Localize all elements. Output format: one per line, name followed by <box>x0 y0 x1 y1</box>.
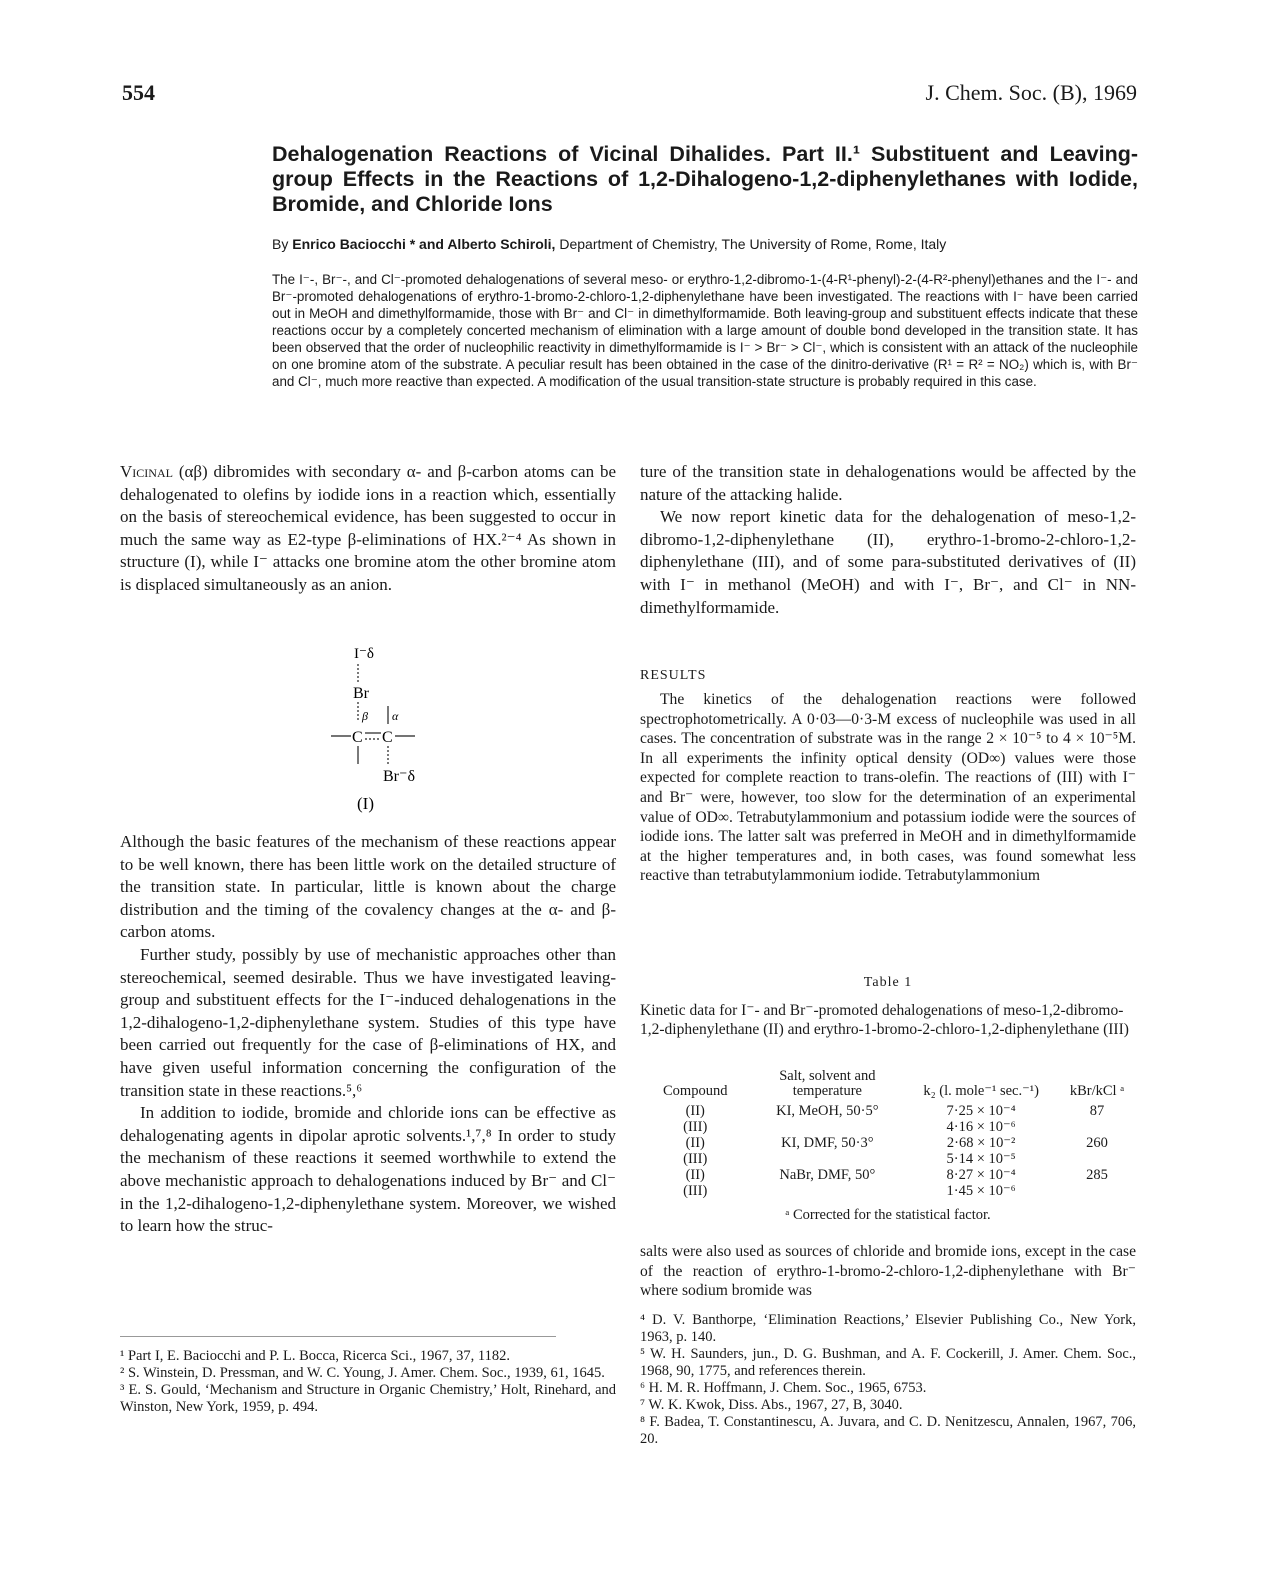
footnote-rule <box>120 1336 556 1337</box>
byline <box>272 236 1138 252</box>
article-title: Dehalogenation Reactions of Vicinal Dihalides. Part II.¹ Substituent and Leaving-group Effects in the Reactions of 1,2-Dihalogeno-1,2-diphenylethanes with Iodide, Bromide, and Chloride Ions <box>272 142 1138 216</box>
table-cell: (II) <box>685 1167 705 1183</box>
struct-caption: (I) <box>357 794 374 813</box>
table-cell <box>750 1183 904 1199</box>
table-header: Salt, solvent and temperature <box>779 1068 876 1099</box>
table-cell <box>750 1119 904 1135</box>
table-cell: NaBr, DMF, 50° <box>779 1167 876 1183</box>
left-footnotes <box>120 1348 616 1416</box>
struct-beta: β <box>362 709 368 723</box>
table-caption: Kinetic data for I⁻- and Br⁻-promoted dehalogenations of meso-1,2-dibromo-1,2-diphenylethane (II) and erythro-1-bromo-2-chloro-1,2-diphenylethane (III) <box>640 1002 1129 1038</box>
struct-alpha: α <box>392 709 399 723</box>
table-cell: 5·14 × 10⁻⁵ <box>946 1151 1016 1167</box>
footnote: ⁸ F. Badea, T. Constantinescu, A. Juvara, and C. D. Nenitzescu, Annalen, 1967, 706, 20. <box>640 1414 1136 1447</box>
paragraph: We now report kinetic data for the dehalogenation of meso-1,2-dibromo-1,2-diphenylethane (II), erythro-1-bromo-2-chloro-1,2-diphenylethane (III), and of some para-substituted derivatives of (II) with I⁻ in methanol (MeOH) and with I⁻, Br⁻, and Cl⁻ in NN-dimethylformamide. <box>640 507 1136 617</box>
struct-c-right: C <box>382 729 393 746</box>
table-label: Table 1 <box>863 975 913 990</box>
table-cell <box>1058 1119 1136 1135</box>
structure-svg <box>325 644 425 814</box>
paragraph: In addition to iodide, bromide and chloride ions can be effective as dehalogenating agents in dipolar aprotic solvents.¹,⁷,⁸ In order to study the mechanism of these reactions it seemed worthwhile to extend the above mechanistic approach to dehalogenations induced by Br⁻ and Cl⁻ in the 1,2-dihalogeno-1,2-diphenylethane system. Moreover, we wished to learn how the struc- <box>120 1103 616 1236</box>
paragraph: The kinetics of the dehalogenation reactions were followed spectrophotometrically. A 0·03—0·3-M excess of nucleophile was used in all cases. The concentration of substrate was in the range 2 × 10⁻⁵ to 4 × 10⁻⁵M. In all experiments the infinity optical density (OD∞) values were those expected for complete reaction to trans-olefin. The reactions of (III) with I⁻ and Br⁻ were, however, too slow for the determination of an experimental value of OD∞. Tetrabutylammonium and potassium iodide were the sources of iodide ions. The latter salt was preferred in MeOH and in dimethylformamide at the higher temperatures and, in both cases, was found somewhat less reactive than tetrabutylammonium iodide. Tetrabutylammonium <box>640 691 1136 885</box>
struct-br-top: Br <box>353 685 369 702</box>
table-cell: 87 <box>1089 1103 1105 1119</box>
structure-diagram <box>325 644 425 814</box>
table-cell: 4·16 × 10⁻⁶ <box>946 1119 1016 1135</box>
footnote: ⁶ H. M. R. Hoffmann, J. Chem. Soc., 1965, 6753. <box>640 1380 927 1396</box>
table-footnote: ᵃ Corrected for the statistical factor. <box>785 1207 991 1223</box>
table-row <box>640 1135 1136 1151</box>
table-row <box>640 1103 1136 1119</box>
paragraph: ture of the transition state in dehalogenations would be affected by the nature of the attacking halide. <box>640 462 1136 504</box>
table-cell: KI, DMF, 50·3° <box>781 1135 874 1151</box>
page-number: 554 <box>122 80 155 105</box>
paragraph: Although the basic features of the mechanism of these reactions appear to be well known, there has been little work on the detailed structure of the transition state. In particular, little is known about the charge distribution and the timing of the covalency changes at the α- and β-carbon atoms. <box>120 832 616 942</box>
results-body <box>640 690 1136 886</box>
footnote: ⁵ W. H. Saunders, jun., D. G. Bushman, and A. F. Cockerill, J. Amer. Chem. Soc., 1968, 90, 1775, and references therein. <box>640 1346 1136 1379</box>
journal-citation: J. Chem. Soc. (B), 1969 <box>925 80 1137 105</box>
table-cell <box>750 1151 904 1167</box>
authors: Enrico Baciocchi * and Alberto Schiroli, <box>292 236 556 252</box>
paragraph: salts were also used as sources of chloride and bromide ions, except in the case of the reaction of erythro-1-bromo-2-chloro-1,2-diphenylethane with Br⁻ where sodium bromide was <box>640 1243 1136 1300</box>
table-container <box>640 1068 1136 1199</box>
table-cell: (III) <box>683 1183 708 1199</box>
abstract: The I⁻-, Br⁻-, and Cl⁻-promoted dehalogenations of several meso- or erythro-1,2-dibromo-1-(4-R¹-phenyl)-2-(4-R²-phenyl)ethanes and the I⁻- and Br⁻-promoted dehalogenations of erythro-1-bromo-2-chloro-1,2-diphenylethane have been investigated. The reactions with I⁻ have been carried out in MeOH and dimethylformamide, those with Br⁻ and Cl⁻ in dimethylformamide. Both leaving-group and substituent effects indicate that these reactions occur by a completely concerted mechanism of elimination with a large amount of double bond developed in the transition state. It has been observed that the order of nucleophilic reactivity in dimethylformamide is I⁻ > Br⁻ > Cl⁻, which is consistent with an attack of the nucleophile on one bromine atom of the substrate. A peculiar result has been obtained in the case of the dinitro-derivative (R¹ = R² = NO₂) which is, with Br⁻ and Cl⁻, much more reactive than expected. A modification of the usual transition-state structure is probably required in this case. <box>272 272 1138 389</box>
footnote: ⁴ D. V. Banthorpe, ‘Elimination Reactions,’ Elsevier Publishing Co., New York, 1963, p. 140. <box>640 1312 1136 1345</box>
results-heading: RESULTS <box>640 668 707 683</box>
kinetic-table <box>640 1068 1136 1199</box>
footnote: ³ E. S. Gould, ‘Mechanism and Structure in Organic Chemistry,’ Holt, Rinehard, and Winston, New York, 1959, p. 494. <box>120 1382 616 1415</box>
table-row <box>640 1151 1136 1167</box>
footnote: ¹ Part I, E. Baciocchi and P. L. Bocca, Ricerca Sci., 1967, 37, 1182. <box>120 1348 510 1364</box>
table-cell: (II) <box>685 1135 705 1151</box>
footnote: ⁷ W. K. Kwok, Diss. Abs., 1967, 27, B, 3040. <box>640 1397 903 1413</box>
table-cell: 1·45 × 10⁻⁶ <box>946 1183 1016 1199</box>
table-cell: KI, MeOH, 50·5° <box>776 1103 879 1119</box>
lead-word: Vicinal <box>120 462 173 481</box>
left-column-intro <box>120 461 616 597</box>
table-cell: (II) <box>685 1103 705 1119</box>
table-row <box>640 1183 1136 1199</box>
table-header-row <box>640 1068 1136 1103</box>
table-header: kBr/kCl ᵃ <box>1069 1083 1125 1099</box>
table-cell: 2·68 × 10⁻² <box>946 1135 1016 1151</box>
table-cell: (III) <box>683 1119 708 1135</box>
table-row <box>640 1119 1136 1135</box>
table-header: Compound <box>663 1083 728 1099</box>
paragraph: Further study, possibly by use of mechanistic approaches other than stereochemical, seemed desirable. Thus we have investigated leaving-group and substituent effects for the I⁻-induced dehalogenations in the 1,2-dihalogeno-1,2-diphenylethane system. Studies of this type have been carried out frequently for the case of β-eliminations of HX, and have given useful information concerning the configuration of the transition state in these reactions.⁵,⁶ <box>120 944 616 1100</box>
paragraph-intro: (αβ) dibromides with secondary α- and β-carbon atoms can be dehalogenated to olefins by iodide ions in a reaction which, essentially on the basis of stereochemical evidence, has been suggested to occur in much the same way as E2-type β-eliminations of HX.²⁻⁴ As shown in structure (I), while I⁻ attacks one bromine atom the other bromine atom is displaced simultaneously as an anion. <box>120 462 617 594</box>
struct-br-bottom: Br⁻δ <box>383 768 415 785</box>
table-cell: 260 <box>1086 1135 1108 1151</box>
table-cell: 285 <box>1086 1167 1108 1183</box>
struct-c-left: C <box>352 729 363 746</box>
table-cell: 7·25 × 10⁻⁴ <box>946 1103 1016 1119</box>
left-column-body <box>120 831 616 1238</box>
struct-i-label: I⁻δ <box>354 646 374 662</box>
table-header: k₂ (l. mole⁻¹ sec.⁻¹) <box>923 1083 1039 1099</box>
table-cell <box>1058 1151 1136 1167</box>
table-cell <box>1058 1183 1136 1199</box>
right-footnotes <box>640 1312 1136 1448</box>
table-row <box>640 1167 1136 1183</box>
affiliation: Department of Chemistry, The University of Rome, Rome, Italy <box>559 236 947 252</box>
table-cell: (III) <box>683 1151 708 1167</box>
right-column-body <box>640 461 1136 619</box>
table-cell: 8·27 × 10⁻⁴ <box>946 1167 1016 1183</box>
byline-prefix: By <box>272 236 289 252</box>
footnote: ² S. Winstein, D. Pressman, and W. C. Young, J. Amer. Chem. Soc., 1939, 61, 1645. <box>120 1365 605 1381</box>
right-column-continued <box>640 1242 1136 1301</box>
